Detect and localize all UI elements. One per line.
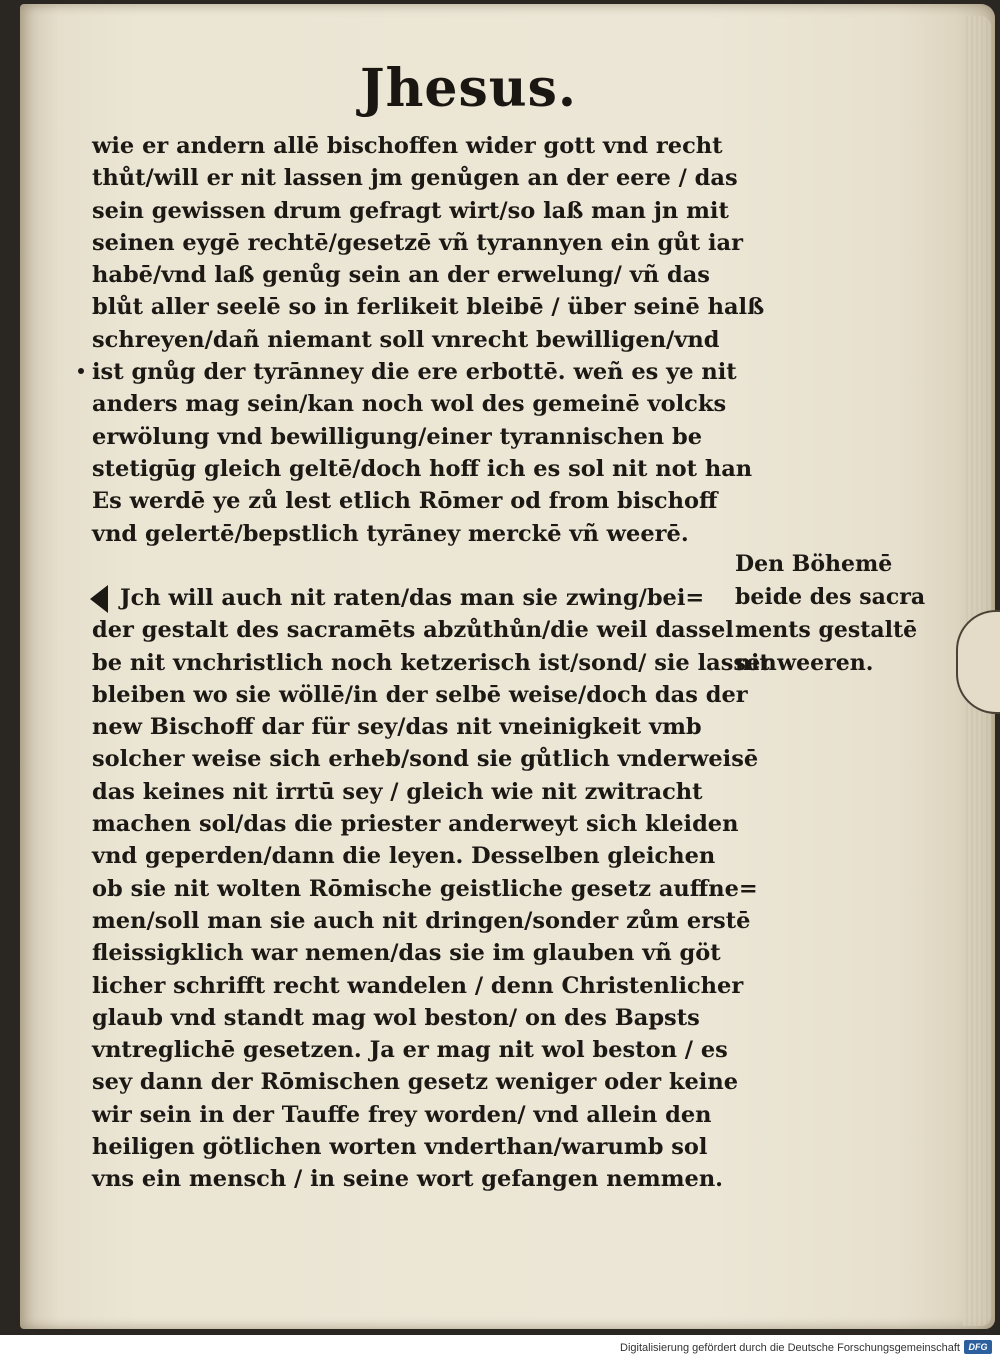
text-line: stetigūg gleich geltē/doch hoff ich es sol nit not han <box>92 455 753 482</box>
paragraph-mark-icon <box>90 585 108 613</box>
text-line: ob sie nit wolten Rōmische geistliche gesetz auffne= <box>92 875 758 902</box>
marginal-line: ments gestaltē <box>735 617 918 643</box>
text-line: seinen eygē rechtē/gesetzē vñ tyrannyen ein gůt iar <box>92 229 743 256</box>
page-heading: Jhesus. <box>360 58 577 119</box>
text-line: men/soll man sie auch nit dringen/sonder zům erstē <box>92 907 751 934</box>
text-line: vntreglichē gesetzen. Ja er mag nit wol beston / es <box>92 1037 728 1064</box>
text-line: anders mag sein/kan noch wol des gemeinē volcks <box>92 391 727 418</box>
text-line: erwölung vnd bewilligung/einer tyrannischen be <box>92 423 703 450</box>
marginal-line: Den Böhemē <box>735 551 893 577</box>
text-line: new Bischoff dar für sey/das nit vneinigkeit vmb <box>92 714 702 741</box>
text-line: blůt aller seelē so in ferlikeit bleibē / über seinē halß <box>92 294 765 321</box>
text-line: sein gewissen drum gefragt wirt/so laß man jn mit <box>92 197 729 224</box>
text-line: vnd geperden/dann die leyen. Desselben gleichen <box>92 843 716 870</box>
text-line: thůt/will er nit lassen jm genůgen an der eere / das <box>92 165 738 192</box>
text-line: vnd gelertē/bepstlich tyrāney merckē vñ weerē. <box>92 520 689 547</box>
funding-credit: Digitalisierung gefördert durch die Deutsche Forschungsgemeinschaft <box>620 1342 960 1354</box>
text-line: solcher weise sich erheb/sond sie gůtlich vnderweisē <box>92 746 759 773</box>
main-text-block-1 <box>92 130 765 550</box>
text-line-first <box>92 582 742 614</box>
marginal-line: beide des sacra <box>735 584 926 610</box>
text-line: ist gnůg der tyrānney die ere erbottē. weñ es ye nit <box>92 359 737 386</box>
text-line: be nit vnchristlich noch ketzerisch ist/sond/ sie lassen <box>92 649 777 676</box>
dfg-logo: DFG <box>964 1340 992 1354</box>
text-line: heiligen götlichen worten vnderthan/warumb sol <box>92 1134 708 1161</box>
text-line: wir sein in der Tauffe frey worden/ vnd allein den <box>92 1101 712 1128</box>
text-line: schreyen/dañ niemant soll vnrecht bewilligen/vnd <box>92 326 720 353</box>
text-line-content: Jch will auch nit raten/das man sie zwing/bei= <box>120 585 705 611</box>
text-line: glaub vnd standt mag wol beston/ on des Bapsts <box>92 1004 700 1031</box>
text-line: machen sol/das die priester anderweyt sich kleiden <box>92 811 739 838</box>
footer-bar <box>0 1335 1000 1360</box>
text-line: sey dann der Rōmischen gesetz weniger oder keine <box>92 1069 739 1096</box>
text-line: fleissigklich war nemen/das sie im glauben vñ göt <box>92 940 721 967</box>
main-text-block-2 <box>92 582 777 1196</box>
text-line: licher schrifft recht wandelen / denn Christenlicher <box>92 972 744 999</box>
text-line: bleiben wo sie wöllē/in der selbē weise/doch das der <box>92 681 748 708</box>
text-line: Es werdē ye zů lest etlich Rōmer od from bischoff <box>92 488 718 515</box>
text-line: vns ein mensch / in seine wort gefangen nemmen. <box>92 1166 724 1193</box>
text-line: wie er andern allē bischoffen wider gott vnd recht <box>92 133 723 159</box>
text-line: der gestalt des sacramēts abzůthůn/die weil dassel <box>92 617 734 644</box>
margin-mark <box>78 368 84 374</box>
marginal-line: nit weeren. <box>735 650 874 676</box>
text-line: habē/vnd laß genůg sein an der erwelung/ vñ das <box>92 262 710 289</box>
text-line: das keines nit irrtū sey / gleich wie nit zwitracht <box>92 778 703 805</box>
